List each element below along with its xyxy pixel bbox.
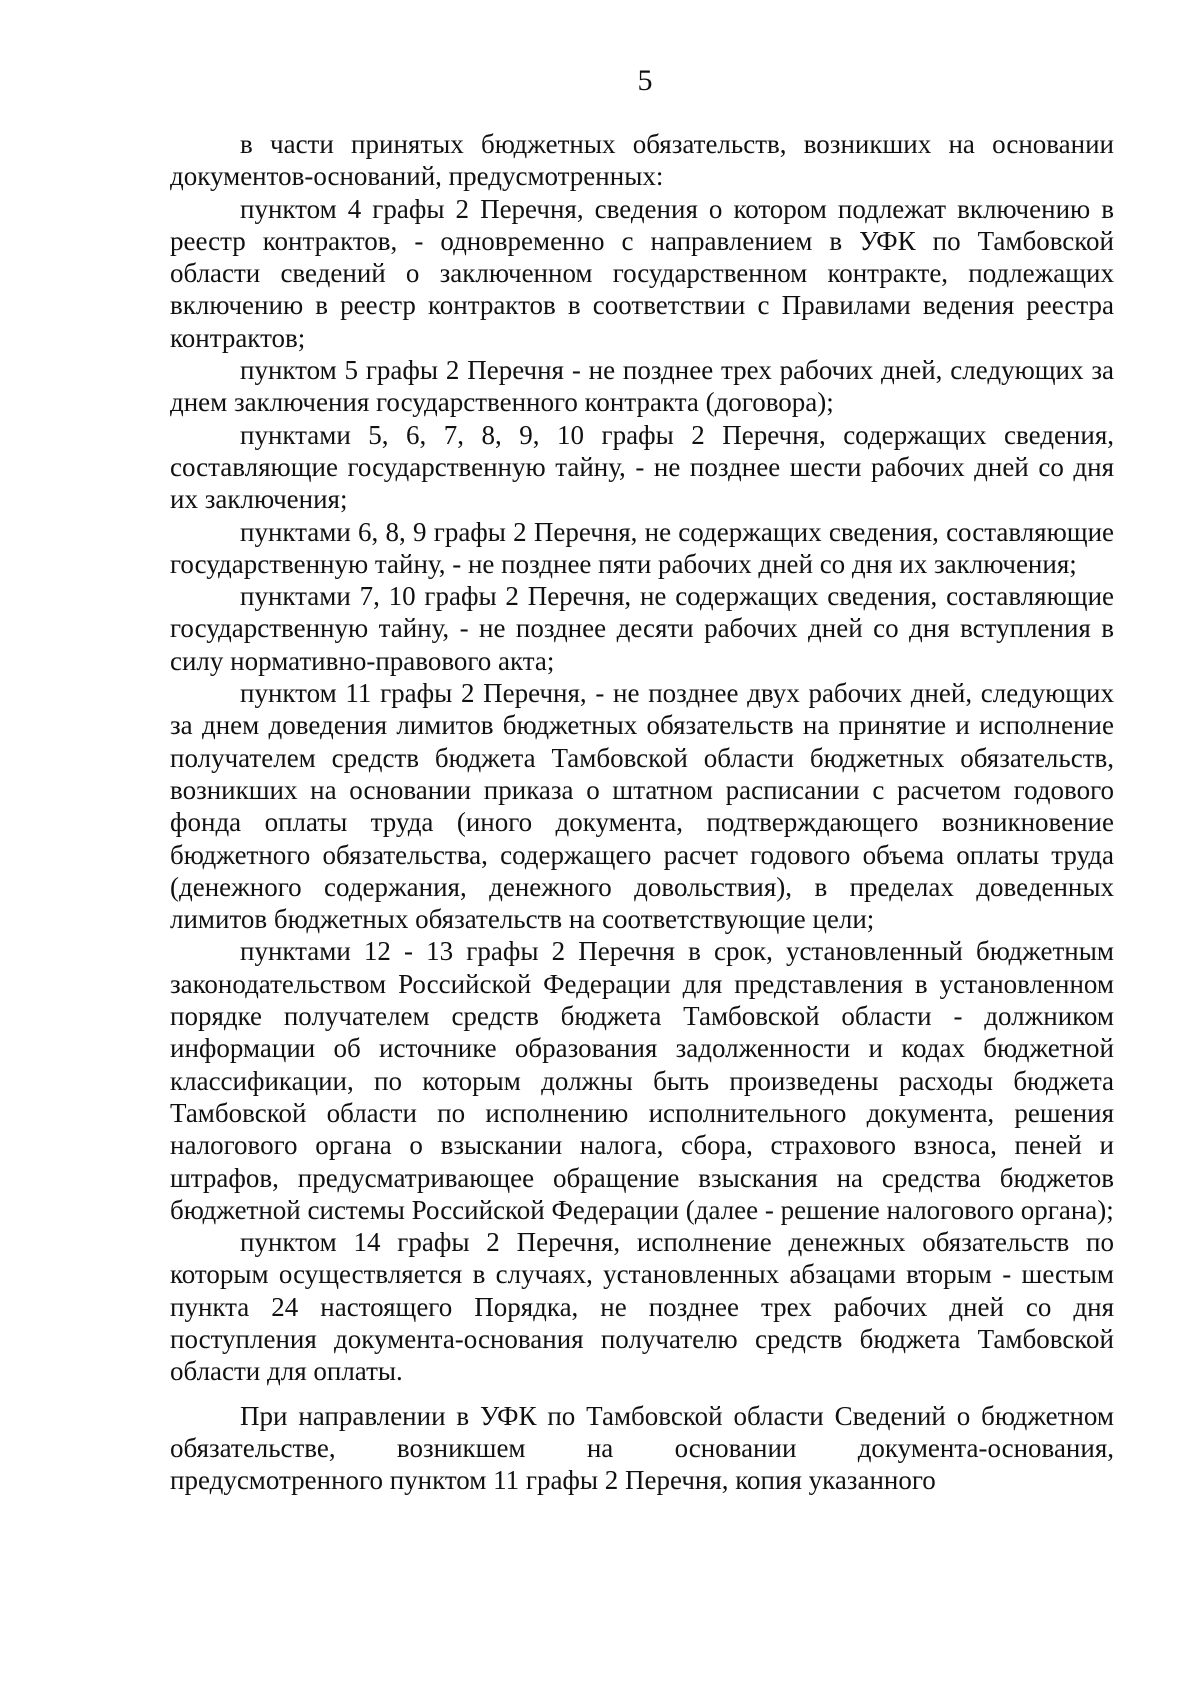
document-body [170, 128, 1114, 1496]
paragraph-items-5-10-secret: пунктами 5, 6, 7, 8, 9, 10 графы 2 Перечня, содержащих сведения, составляющие государственную тайну, - не позднее шести рабочих дней со дня их заключения; [170, 419, 1114, 515]
paragraph-closing: При направлении в УФК по Тамбовской области Сведений о бюджетном обязательстве, возникшем на основании документа-основания, предусмотренного пунктом 11 графы 2 Перечня, копия указанного [170, 1400, 1114, 1496]
paragraph-items-6-8-9: пунктами 6, 8, 9 графы 2 Перечня, не содержащих сведения, составляющие государственную тайну, - не позднее пяти рабочих дней со дня их заключения; [170, 516, 1114, 579]
paragraph-item-4: пунктом 4 графы 2 Перечня, сведения о котором подлежат включению в реестр контрактов, - одновременно с направлением в УФК по Тамбовской области сведений о заключенном государственном контракте, подлежащих включению в реестр контрактов в соответствии с Правилами ведения реестра контрактов; [170, 193, 1114, 353]
page-number: 5 [637, 64, 653, 97]
paragraph-items-7-10: пунктами 7, 10 графы 2 Перечня, не содержащих сведения, составляющие государственную тайну, - не позднее десяти рабочих дней со дня вступления в силу нормативно-правового акта; [170, 581, 1114, 676]
paragraph-item-11: пунктом 11 графы 2 Перечня, - не позднее двух рабочих дней, следующих за днем доведения лимитов бюджетных обязательств на принятие и исполнение получателем средств бюджета Тамбовской области бюджетных обязательств, возникших на основании приказа о штатном расписании с расчетом годового фонда оплаты труда (иного документа, подтверждающего возникновение бюджетного обязательства, содержащего расчет годового объема оплаты труда (денежного содержания, денежного довольствия), в пределах доведенных лимитов бюджетных обязательств на соответствующие цели; [170, 678, 1114, 935]
paragraph-item-14: пунктом 14 графы 2 Перечня, исполнение денежных обязательств по которым осуществляется в случаях, установленных абзацами вторым - шестым пункта 24 настоящего Порядка, не позднее трех рабочих дней со дня поступления документа-основания получателю средств бюджета Тамбовской области для оплаты. [170, 1227, 1114, 1387]
paragraph-intro: в части принятых бюджетных обязательств, возникших на основании документов-оснований, предусмотренных: [170, 129, 1114, 192]
paragraph-items-12-13: пунктами 12 - 13 графы 2 Перечня в срок, установленный бюджетным законодательством Российской Федерации для представления в установленном порядке получателем средств бюджета Тамбовской области - должником информации об источнике образования задолженности и кодах бюджетной классификации, по которым должны быть произведены расходы бюджета Тамбовской области по исполнению исполнительного документа, решения налогового органа о взыскании налога, сбора, страхового взноса, пеней и штрафов, предусматривающее обращение взыскания на средства бюджетов бюджетной системы Российской Федерации (далее - решение налогового органа); [170, 936, 1114, 1225]
paragraph-item-5: пунктом 5 графы 2 Перечня - не позднее трех рабочих дней, следующих за днем заключения государственного контракта (договора); [170, 355, 1114, 418]
